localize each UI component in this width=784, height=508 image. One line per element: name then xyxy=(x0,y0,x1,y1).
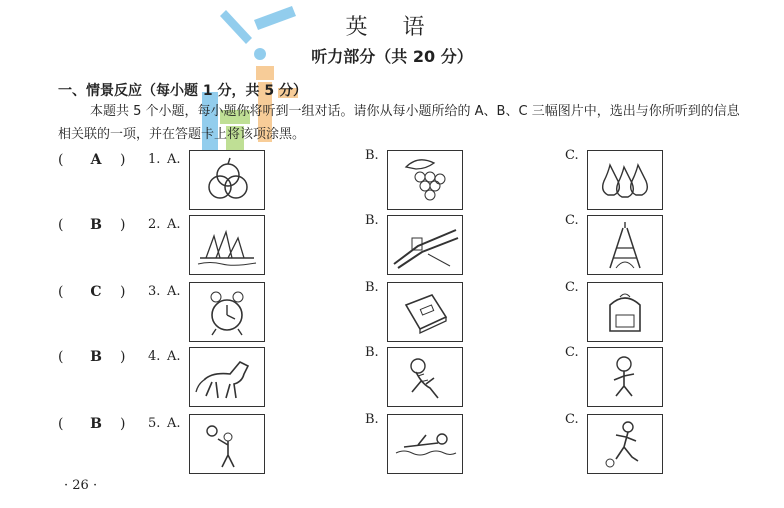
option-picture[interactable] xyxy=(587,215,663,275)
alarm-clock-icon xyxy=(190,283,264,341)
option-label: A. xyxy=(167,349,181,364)
open-paren: ( xyxy=(58,284,64,300)
basketball-player-icon xyxy=(190,415,264,473)
option-label: C. xyxy=(565,412,579,427)
option-label: C. xyxy=(565,280,579,295)
question-number: 2. xyxy=(148,217,161,232)
option-picture[interactable] xyxy=(387,282,463,342)
answer-letter: A xyxy=(90,152,102,168)
monkey-icon xyxy=(588,348,662,406)
answer-letter: C xyxy=(90,284,102,300)
option-label: C. xyxy=(565,148,579,163)
option-picture[interactable] xyxy=(587,150,663,210)
option-picture[interactable] xyxy=(189,347,265,407)
option-picture[interactable] xyxy=(189,414,265,474)
answer-letter: B xyxy=(90,416,102,432)
page-title: 英 语 xyxy=(345,15,439,40)
option-picture[interactable] xyxy=(189,150,265,210)
option-picture[interactable] xyxy=(587,347,663,407)
open-paren: ( xyxy=(58,349,64,365)
pears-icon xyxy=(588,151,662,209)
section-heading: 一、情景反应（每小题 1 分，共 5 分） xyxy=(58,83,307,99)
option-label: A. xyxy=(167,416,181,431)
backpack-icon xyxy=(588,283,662,341)
book-icon xyxy=(388,283,462,341)
answer-letter: B xyxy=(90,349,102,365)
question-number: 4. xyxy=(148,349,161,364)
question-number: 1. xyxy=(148,152,161,167)
option-label: C. xyxy=(565,345,579,360)
open-paren: ( xyxy=(58,217,64,233)
option-picture[interactable] xyxy=(387,215,463,275)
open-paren: ( xyxy=(58,152,64,168)
page-number: · 26 · xyxy=(64,478,98,493)
option-label: B. xyxy=(365,345,379,360)
option-picture[interactable] xyxy=(387,150,463,210)
section-instruction: 本题共 5 个小题，每小题你将听到一组对话。请你从每小题所给的 A、B、C 三幅图片中，选出与你所听到的信息相关联的一项，并在答题卡上将该项涂黑。 xyxy=(58,104,740,142)
great-wall-icon xyxy=(388,216,462,274)
answer-letter: B xyxy=(90,217,102,233)
option-picture[interactable] xyxy=(587,414,663,474)
option-label: B. xyxy=(365,213,379,228)
opera-house-icon xyxy=(190,216,264,274)
page-subtitle: 听力部分（共 20 分） xyxy=(311,47,473,66)
question-number: 3. xyxy=(148,284,161,299)
option-picture[interactable] xyxy=(387,347,463,407)
eiffel-tower-icon xyxy=(588,216,662,274)
option-label: B. xyxy=(365,280,379,295)
apples-icon xyxy=(190,151,264,209)
option-picture[interactable] xyxy=(587,282,663,342)
option-picture[interactable] xyxy=(387,414,463,474)
option-picture[interactable] xyxy=(189,215,265,275)
horse-icon xyxy=(190,348,264,406)
close-paren: ) xyxy=(120,416,126,432)
option-label: B. xyxy=(365,412,379,427)
close-paren: ) xyxy=(120,217,126,233)
close-paren: ) xyxy=(120,152,126,168)
question-number: 5. xyxy=(148,416,161,431)
grapes-icon xyxy=(388,151,462,209)
close-paren: ) xyxy=(120,284,126,300)
option-picture[interactable] xyxy=(189,282,265,342)
open-paren: ( xyxy=(58,416,64,432)
swimmer-icon xyxy=(388,415,462,473)
option-label: A. xyxy=(167,217,181,232)
option-label: A. xyxy=(167,284,181,299)
tiger-icon xyxy=(388,348,462,406)
option-label: A. xyxy=(167,152,181,167)
option-label: C. xyxy=(565,213,579,228)
option-label: B. xyxy=(365,148,379,163)
close-paren: ) xyxy=(120,349,126,365)
soccer-player-icon xyxy=(588,415,662,473)
